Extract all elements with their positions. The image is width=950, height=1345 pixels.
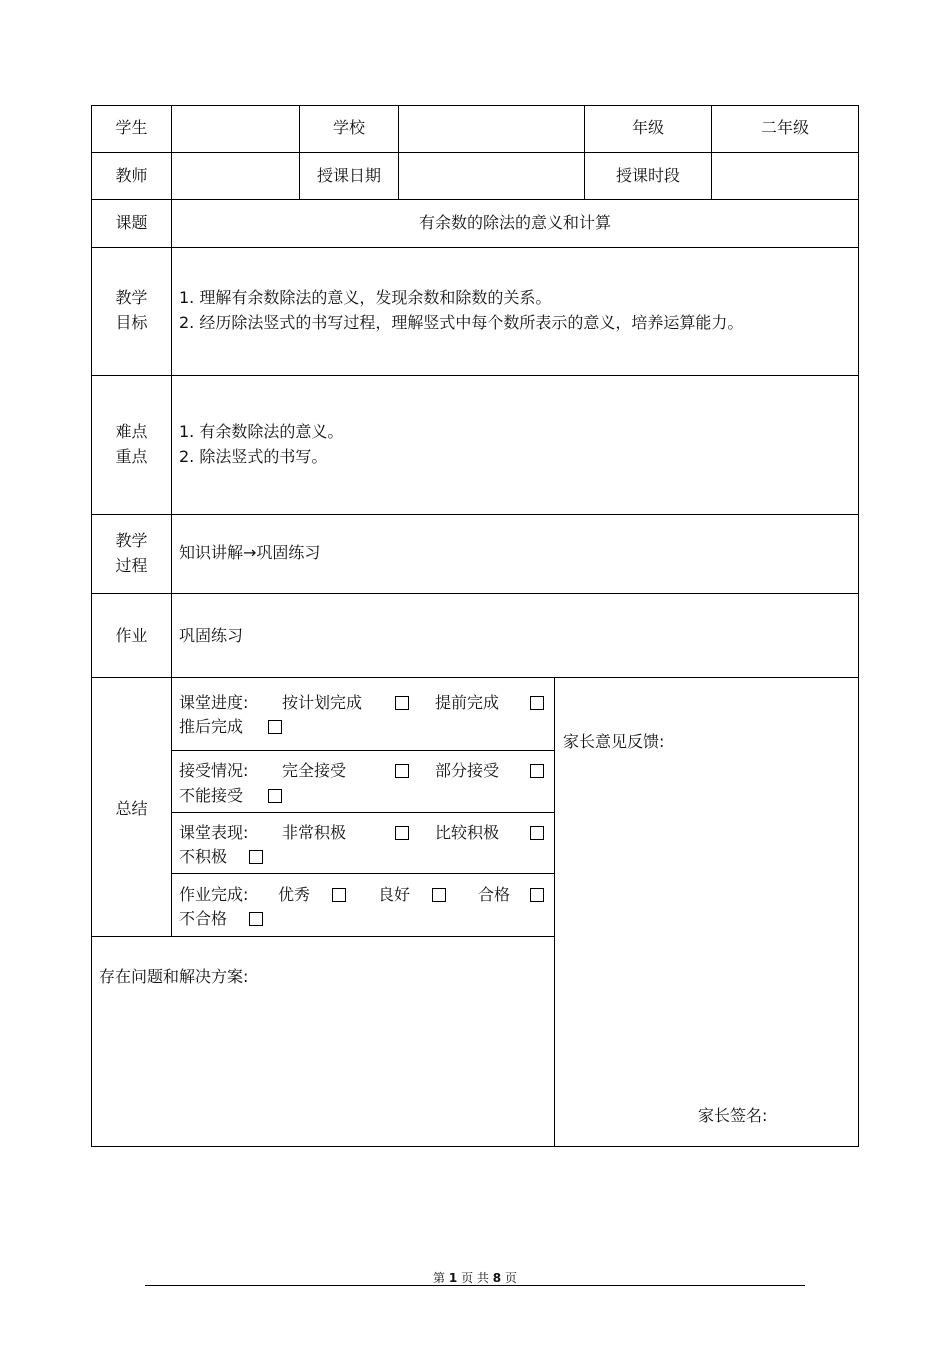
homework-done-option: 不合格: [179, 909, 228, 928]
school-label: 学校: [332, 118, 365, 137]
acceptance-option: 完全接受: [282, 761, 347, 780]
progress-label: 课堂进度:: [179, 693, 249, 712]
acceptance-checkbox[interactable]: [530, 764, 544, 778]
acceptance-option: 不能接受: [179, 786, 244, 805]
acceptance-checkbox[interactable]: [268, 789, 282, 803]
process-label-1: 教学: [115, 531, 148, 550]
acceptance-label: 接受情况:: [179, 761, 249, 780]
keypoint-item: 1. 有余数除法的意义。: [179, 422, 344, 441]
rule: [91, 105, 859, 106]
rule: [91, 936, 555, 937]
rule: [91, 375, 859, 376]
keypoint-item: 2. 除法竖式的书写。: [179, 447, 328, 466]
progress-checkbox[interactable]: [530, 696, 544, 710]
rule: [91, 247, 859, 248]
problems-label: 存在问题和解决方案:: [99, 967, 249, 986]
performance-checkbox[interactable]: [395, 826, 409, 840]
performance-option: 比较积极: [435, 823, 500, 842]
acceptance-option: 部分接受: [435, 761, 500, 780]
homework-done-option: 优秀: [278, 885, 311, 904]
footer-text: 页: [504, 1271, 517, 1285]
homework-done-checkbox[interactable]: [249, 912, 263, 926]
parent-feedback-label: 家长意见反馈:: [563, 732, 665, 751]
acceptance-checkbox[interactable]: [395, 764, 409, 778]
topic-value: 有余数的除法的意义和计算: [418, 213, 611, 232]
rule: [171, 873, 555, 874]
rule: [91, 514, 859, 515]
parent-signature-label: 家长签名:: [698, 1106, 768, 1125]
rule: [398, 105, 399, 200]
goals-label-1: 教学: [115, 288, 148, 307]
homework-done-checkbox[interactable]: [432, 888, 446, 902]
teacher-label: 教师: [115, 166, 148, 185]
keypoints-label-1: 难点: [115, 422, 148, 441]
progress-checkbox[interactable]: [395, 696, 409, 710]
process-value: 知识讲解→巩固练习: [179, 543, 321, 562]
grade-value: 二年级: [760, 118, 809, 137]
performance-option: 不积极: [179, 847, 228, 866]
rule: [91, 199, 859, 200]
performance-option: 非常积极: [282, 823, 347, 842]
rule: [91, 593, 859, 594]
rule: [91, 1146, 859, 1147]
rule: [858, 105, 859, 1147]
footer-text: 第: [433, 1271, 446, 1285]
rule: [171, 750, 555, 751]
keypoints-label-2: 重点: [115, 447, 148, 466]
page-total: 8: [492, 1271, 502, 1285]
page-footer: [0, 1270, 950, 1286]
performance-checkbox[interactable]: [530, 826, 544, 840]
footer-text: 页 共: [461, 1271, 489, 1285]
goal-item: 1. 理解有余数除法的意义，发现余数和除数的关系。: [179, 288, 552, 307]
homework-done-label: 作业完成:: [179, 885, 249, 904]
progress-checkbox[interactable]: [268, 720, 282, 734]
rule: [554, 677, 555, 1147]
performance-label: 课堂表现:: [179, 823, 249, 842]
summary-label: 总结: [115, 799, 148, 818]
student-label: 学生: [115, 118, 148, 137]
homework-done-option: 良好: [378, 885, 411, 904]
homework-done-option: 合格: [478, 885, 511, 904]
homework-done-checkbox[interactable]: [332, 888, 346, 902]
grade-label: 年级: [631, 118, 664, 137]
goals-label-2: 目标: [115, 313, 148, 332]
homework-done-checkbox[interactable]: [530, 888, 544, 902]
homework-label: 作业: [115, 626, 148, 645]
rule: [91, 677, 859, 678]
performance-checkbox[interactable]: [249, 850, 263, 864]
homework-value: 巩固练习: [179, 626, 244, 645]
process-label-2: 过程: [115, 556, 148, 575]
topic-label: 课题: [115, 213, 148, 232]
period-label: 授课时段: [615, 166, 680, 185]
rule: [91, 152, 859, 153]
progress-option: 推后完成: [179, 717, 244, 736]
date-label: 授课日期: [316, 166, 381, 185]
goal-item: 2. 经历除法竖式的书写过程，理解竖式中每个数所表示的意义，培养运算能力。: [179, 313, 744, 332]
footer-rule: [145, 1285, 805, 1286]
progress-option: 提前完成: [435, 693, 500, 712]
progress-option: 按计划完成: [282, 693, 363, 712]
rule: [171, 812, 555, 813]
page-number: 1: [448, 1271, 458, 1285]
